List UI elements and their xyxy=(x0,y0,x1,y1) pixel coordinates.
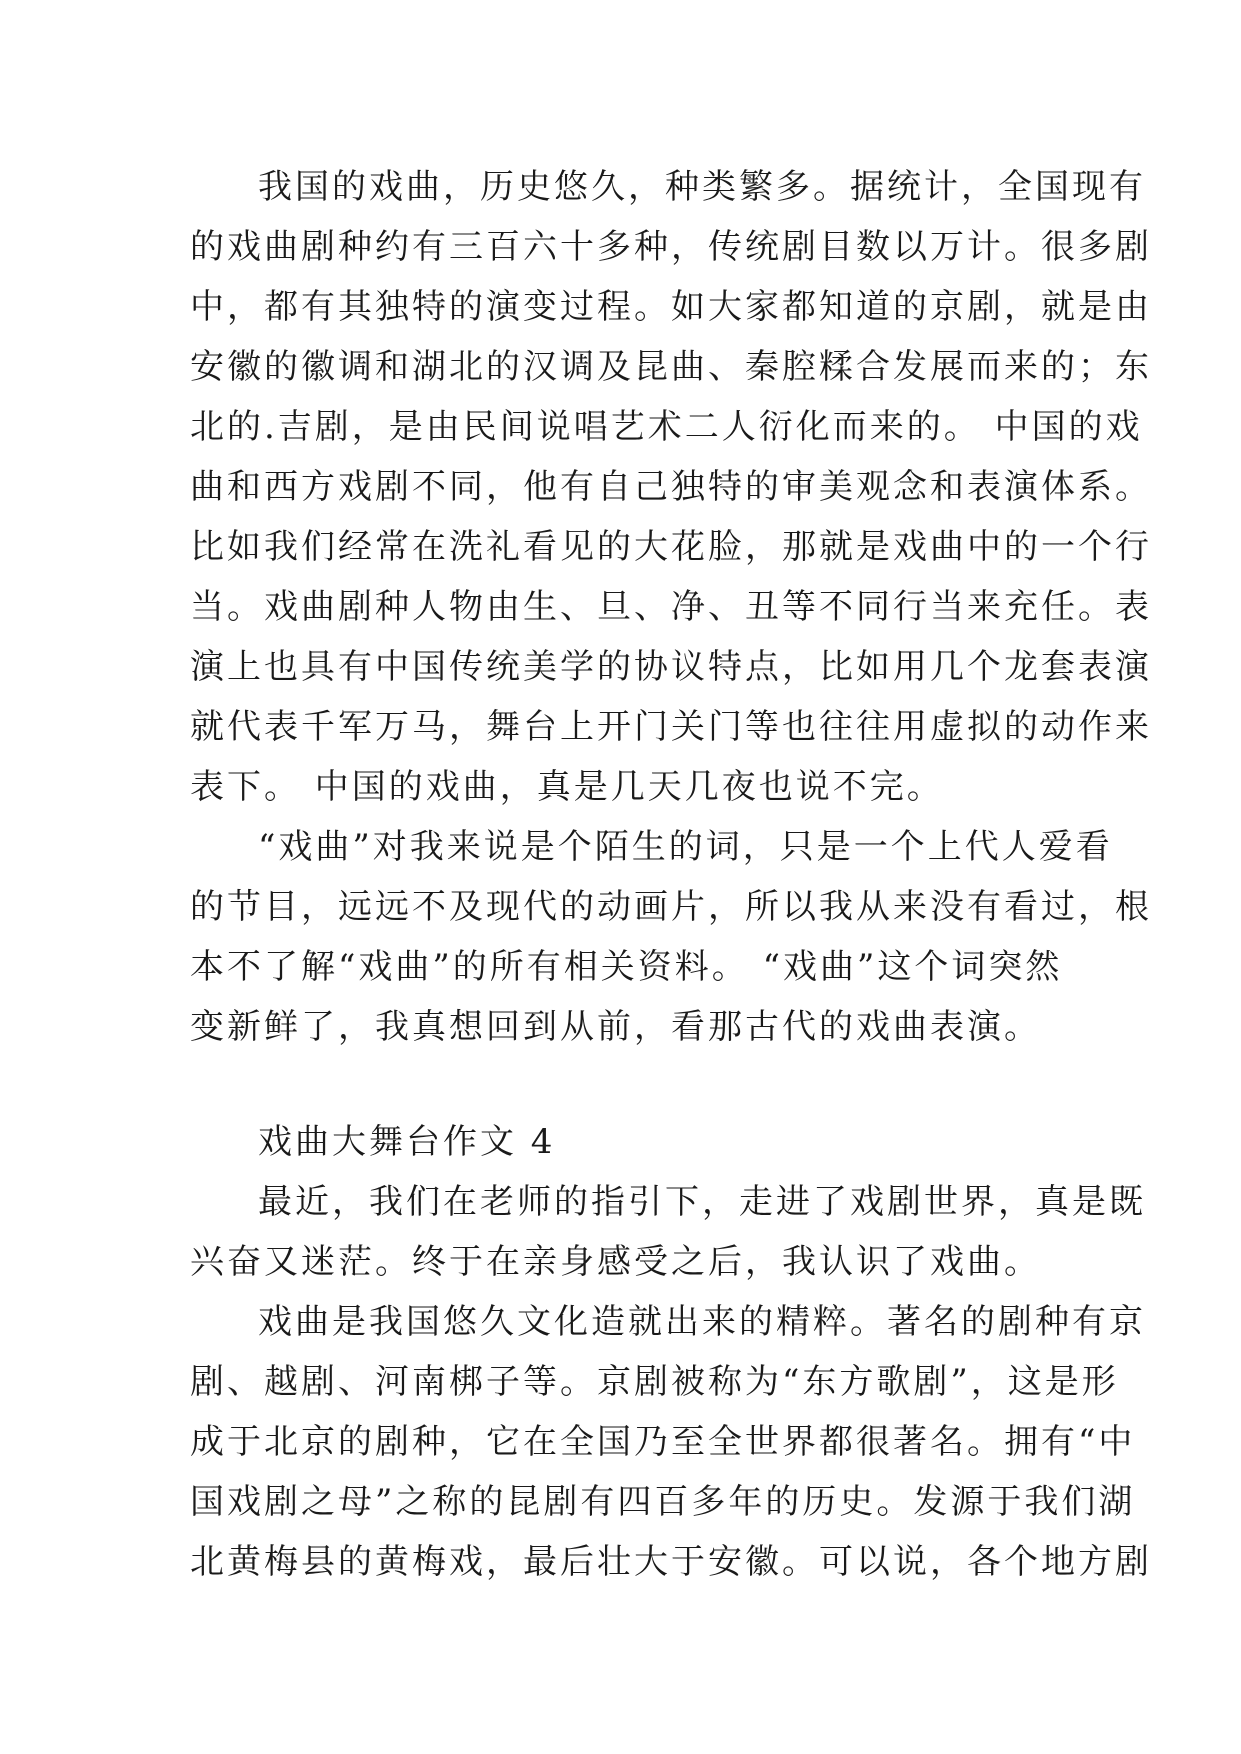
text-line: 的节目，远远不及现代的动画片，所以我从来没有看过，根 xyxy=(190,887,1152,927)
text-line: 北黄梅县的黄梅戏，最后壮大于安徽。可以说，各个地方剧 xyxy=(190,1542,1152,1582)
text-line: 演上也具有中国传统美学的协议特点，比如用几个龙套表演 xyxy=(190,647,1152,687)
text-line: 本不了解“戏曲”的所有相关资料。 “戏曲”这个词突然 xyxy=(190,947,1063,987)
text-line: 兴奋又迷茫。终于在亲身感受之后，我认识了戏曲。 xyxy=(190,1242,1041,1282)
text-line: 最近，我们在老师的指引下，走进了戏剧世界，真是既 xyxy=(258,1182,1146,1222)
text-line: “戏曲”对我来说是个陌生的词，只是一个上代人爱看 xyxy=(258,827,1113,867)
text-line: 我国的戏曲，历史悠久，种类繁多。据统计，全国现有 xyxy=(258,167,1146,207)
text-line: 表下。 中国的戏曲，真是几天几夜也说不完。 xyxy=(190,767,944,807)
text-line: 成于北京的剧种，它在全国乃至全世界都很著名。拥有“中 xyxy=(190,1422,1136,1462)
text-line: 比如我们经常在洗礼看见的大花脸，那就是戏曲中的一个行 xyxy=(190,527,1152,567)
text-line: 就代表千军万马，舞台上开门关门等也往往用虚拟的动作来 xyxy=(190,707,1152,747)
text-line: 剧、越剧、河南梆子等。京剧被称为“东方歌剧”，这是形 xyxy=(190,1362,1119,1402)
text-line: 当。戏曲剧种人物由生、旦、净、丑等不同行当来充任。表 xyxy=(190,587,1152,627)
text-line: 曲和西方戏剧不同，他有自己独特的审美观念和表演体系。 xyxy=(190,467,1152,507)
text-line: 变新鲜了，我真想回到从前，看那古代的戏曲表演。 xyxy=(190,1007,1041,1047)
text-line: 戏曲是我国悠久文化造就出来的精粹。著名的剧种有京 xyxy=(258,1302,1146,1342)
text-line: 安徽的徽调和湖北的汉调及昆曲、秦腔糅合发展而来的；东 xyxy=(190,347,1152,387)
text-line: 中，都有其独特的演变过程。如大家都知道的京剧，就是由 xyxy=(190,287,1152,327)
section-heading: 戏曲大舞台作文 4 xyxy=(258,1122,556,1162)
text-line: 北的.吉剧，是由民间说唱艺术二人衍化而来的。 中国的戏 xyxy=(190,407,1143,447)
text-line: 国戏剧之母”之称的昆剧有四百多年的历史。发源于我们湖 xyxy=(190,1482,1136,1522)
text-line: 的戏曲剧种约有三百六十多种，传统剧目数以万计。很多剧 xyxy=(190,227,1152,267)
